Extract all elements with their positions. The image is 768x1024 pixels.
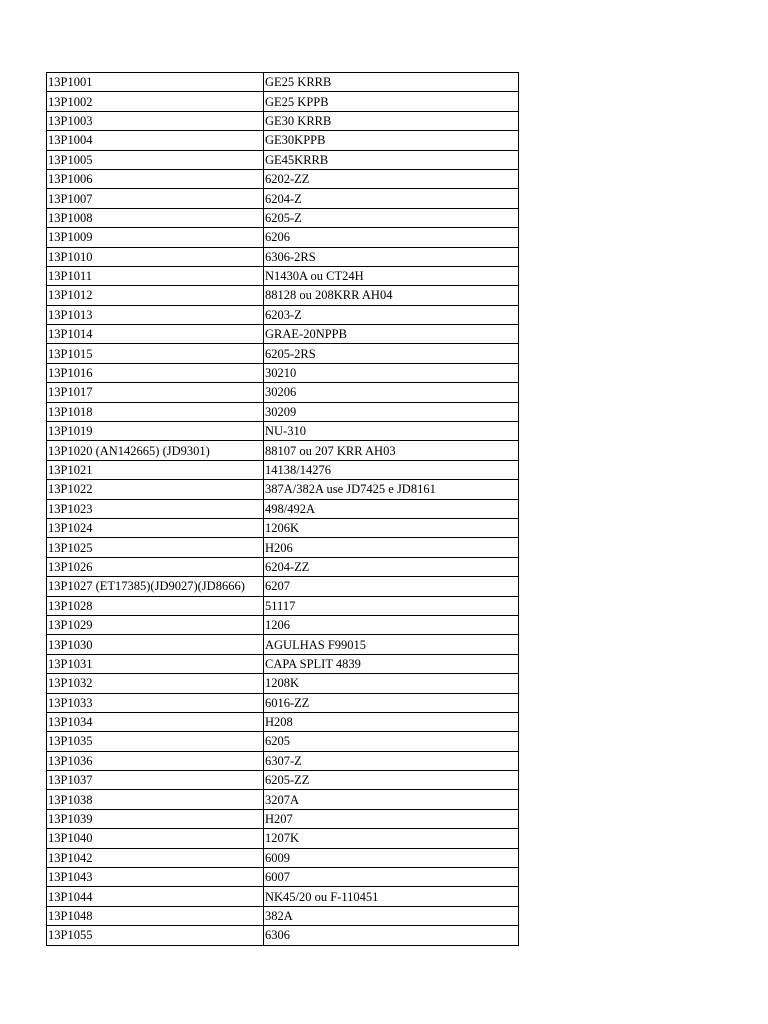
part-code-cell: 13P1030 (47, 635, 264, 654)
part-reference-cell: 387A/382A use JD7425 e JD8161 (264, 480, 519, 499)
table-row (47, 790, 519, 809)
part-code-cell: 13P1001 (47, 73, 264, 92)
part-reference-cell: H208 (264, 712, 519, 731)
part-reference-cell: 1206K (264, 518, 519, 537)
part-code-cell: 13P1048 (47, 906, 264, 925)
part-code-cell: 13P1019 (47, 422, 264, 441)
part-reference-cell: NK45/20 ou F-110451 (264, 887, 519, 906)
part-reference-cell: 1207K (264, 829, 519, 848)
part-code-cell: 13P1024 (47, 518, 264, 537)
part-code-cell: 13P1028 (47, 596, 264, 615)
part-code-cell: 13P1032 (47, 674, 264, 693)
part-reference-cell: GE30KPPB (264, 131, 519, 150)
table-row (47, 499, 519, 518)
part-reference-cell: 14138/14276 (264, 460, 519, 479)
part-reference-cell: 6204-ZZ (264, 557, 519, 576)
table-row (47, 169, 519, 188)
part-code-cell: 13P1017 (47, 383, 264, 402)
part-code-cell: 13P1020 (AN142665) (JD9301) (47, 441, 264, 460)
part-reference-cell: 6203-Z (264, 305, 519, 324)
part-reference-cell: 6306-2RS (264, 247, 519, 266)
table-row (47, 286, 519, 305)
table-row (47, 557, 519, 576)
part-reference-cell: 6007 (264, 868, 519, 887)
table-row (47, 712, 519, 731)
part-reference-cell: CAPA SPLIT 4839 (264, 654, 519, 673)
part-reference-cell: 6202-ZZ (264, 169, 519, 188)
part-reference-cell: 6306 (264, 926, 519, 945)
table-row (47, 596, 519, 615)
parts-table-body (47, 73, 519, 946)
table-row (47, 829, 519, 848)
table-row (47, 635, 519, 654)
table-row (47, 266, 519, 285)
table-row (47, 422, 519, 441)
table-row (47, 693, 519, 712)
part-code-cell: 13P1042 (47, 848, 264, 867)
table-row (47, 654, 519, 673)
part-reference-cell: 6205-ZZ (264, 771, 519, 790)
table-row (47, 150, 519, 169)
part-reference-cell: 6205 (264, 732, 519, 751)
table-row (47, 92, 519, 111)
part-code-cell: 13P1015 (47, 344, 264, 363)
part-reference-cell: 498/492A (264, 499, 519, 518)
part-code-cell: 13P1023 (47, 499, 264, 518)
part-code-cell: 13P1033 (47, 693, 264, 712)
table-row (47, 732, 519, 751)
part-reference-cell: 6205-Z (264, 208, 519, 227)
part-reference-cell: 6205-2RS (264, 344, 519, 363)
table-row (47, 868, 519, 887)
part-code-cell: 13P1016 (47, 363, 264, 382)
part-reference-cell: H206 (264, 538, 519, 557)
table-row (47, 887, 519, 906)
part-code-cell: 13P1027 (ET17385)(JD9027)(JD8666) (47, 577, 264, 596)
part-code-cell: 13P1018 (47, 402, 264, 421)
part-reference-cell: GE25 KPPB (264, 92, 519, 111)
part-code-cell: 13P1044 (47, 887, 264, 906)
part-reference-cell: GE30 KRRB (264, 111, 519, 130)
table-row (47, 131, 519, 150)
part-code-cell: 13P1025 (47, 538, 264, 557)
table-row (47, 305, 519, 324)
part-code-cell: 13P1040 (47, 829, 264, 848)
part-code-cell: 13P1012 (47, 286, 264, 305)
table-row (47, 344, 519, 363)
part-code-cell: 13P1011 (47, 266, 264, 285)
part-code-cell: 13P1002 (47, 92, 264, 111)
part-code-cell: 13P1006 (47, 169, 264, 188)
part-code-cell: 13P1035 (47, 732, 264, 751)
part-reference-cell: 382A (264, 906, 519, 925)
parts-table (46, 72, 519, 946)
table-row (47, 518, 519, 537)
table-row (47, 538, 519, 557)
table-row (47, 674, 519, 693)
part-reference-cell: NU-310 (264, 422, 519, 441)
part-code-cell: 13P1038 (47, 790, 264, 809)
table-row (47, 441, 519, 460)
part-code-cell: 13P1003 (47, 111, 264, 130)
part-reference-cell: 6009 (264, 848, 519, 867)
part-reference-cell: GRAE-20NPPB (264, 325, 519, 344)
part-code-cell: 13P1014 (47, 325, 264, 344)
part-code-cell: 13P1013 (47, 305, 264, 324)
part-reference-cell: 1206 (264, 615, 519, 634)
part-reference-cell: 88107 ou 207 KRR AH03 (264, 441, 519, 460)
table-row (47, 480, 519, 499)
part-reference-cell: 51117 (264, 596, 519, 615)
part-code-cell: 13P1010 (47, 247, 264, 266)
table-row (47, 577, 519, 596)
part-reference-cell: 6206 (264, 228, 519, 247)
part-code-cell: 13P1036 (47, 751, 264, 770)
part-code-cell: 13P1034 (47, 712, 264, 731)
table-row (47, 73, 519, 92)
part-reference-cell: GE25 KRRB (264, 73, 519, 92)
part-code-cell: 13P1039 (47, 809, 264, 828)
part-code-cell: 13P1008 (47, 208, 264, 227)
part-reference-cell: H207 (264, 809, 519, 828)
part-code-cell: 13P1043 (47, 868, 264, 887)
part-reference-cell: GE45KRRB (264, 150, 519, 169)
part-reference-cell: 6016-ZZ (264, 693, 519, 712)
part-reference-cell: AGULHAS F99015 (264, 635, 519, 654)
table-row (47, 228, 519, 247)
table-row (47, 189, 519, 208)
part-code-cell: 13P1022 (47, 480, 264, 499)
table-row (47, 848, 519, 867)
table-row (47, 460, 519, 479)
table-row (47, 325, 519, 344)
part-code-cell: 13P1007 (47, 189, 264, 208)
part-reference-cell: 88128 ou 208KRR AH04 (264, 286, 519, 305)
part-code-cell: 13P1009 (47, 228, 264, 247)
part-code-cell: 13P1037 (47, 771, 264, 790)
part-reference-cell: 3207A (264, 790, 519, 809)
part-reference-cell: 30209 (264, 402, 519, 421)
part-code-cell: 13P1026 (47, 557, 264, 576)
part-code-cell: 13P1055 (47, 926, 264, 945)
part-reference-cell: 6204-Z (264, 189, 519, 208)
table-row (47, 247, 519, 266)
part-code-cell: 13P1004 (47, 131, 264, 150)
part-reference-cell: 6207 (264, 577, 519, 596)
part-code-cell: 13P1005 (47, 150, 264, 169)
part-code-cell: 13P1029 (47, 615, 264, 634)
table-row (47, 809, 519, 828)
part-code-cell: 13P1031 (47, 654, 264, 673)
table-row (47, 208, 519, 227)
part-reference-cell: 6307-Z (264, 751, 519, 770)
table-row (47, 751, 519, 770)
table-row (47, 771, 519, 790)
part-reference-cell: 30210 (264, 363, 519, 382)
table-row (47, 111, 519, 130)
part-reference-cell: N1430A ou CT24H (264, 266, 519, 285)
table-row (47, 383, 519, 402)
table-row (47, 402, 519, 421)
table-row (47, 615, 519, 634)
table-row (47, 363, 519, 382)
part-reference-cell: 30206 (264, 383, 519, 402)
table-row (47, 926, 519, 945)
table-row (47, 906, 519, 925)
part-reference-cell: 1208K (264, 674, 519, 693)
part-code-cell: 13P1021 (47, 460, 264, 479)
